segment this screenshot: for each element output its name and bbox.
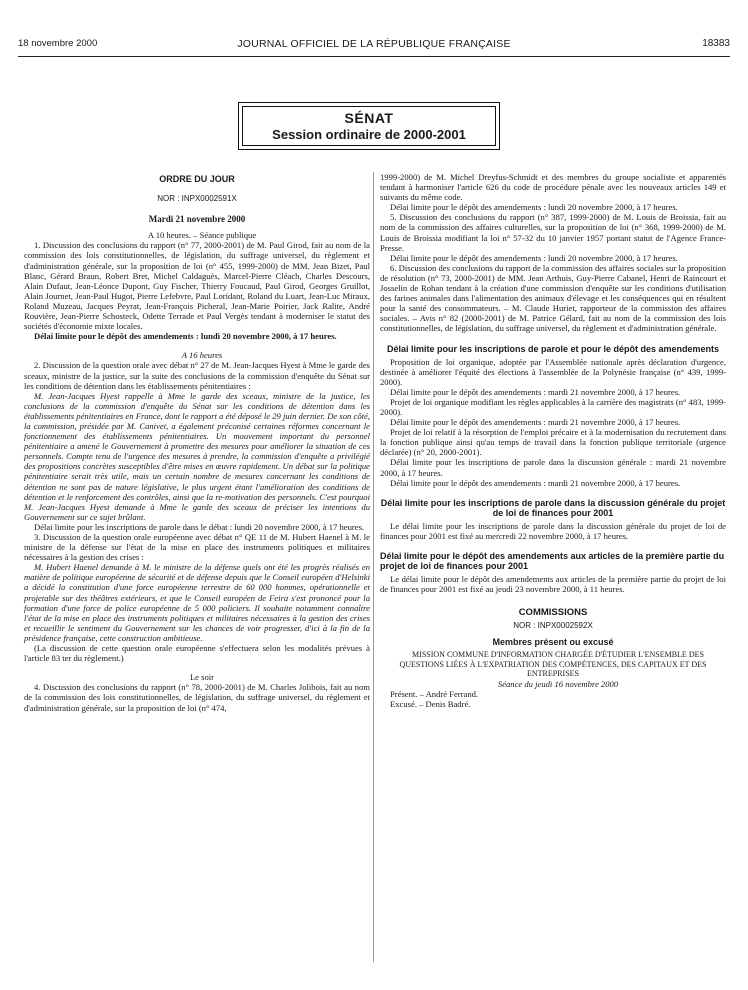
session-subtitle: Session ordinaire de 2000-2001 [272, 127, 466, 142]
item-4-deadline: Délai limite pour le dépôt des amendements : lundi 20 novembre 2000, à 17 heures. [390, 202, 678, 213]
column-divider [373, 172, 374, 962]
bill-2-deadline: Délai limite pour le dépôt des amendements : mardi 21 novembre 2000, à 17 heures. [390, 417, 681, 428]
item-2: 2. Discussion de la question orale avec débat n° 27 de M. Jean-Jacques Hyest à Mme le garde des sceaux, ministre de la justice, sur la suite des conclusions de la commission d'enquête du Sénat sur les conditions de détention dans les établissements pénitentiaires : [24, 360, 370, 391]
item-5-deadline: Délai limite pour le dépôt des amendements : lundi 20 novembre 2000, à 17 heures. [390, 252, 678, 263]
item-1-deadline: Délai limite pour le dépôt des amendements : lundi 20 novembre 2000, à 17 heures. [34, 331, 337, 342]
bill-3-deadline-speakers: Délai limite pour les inscriptions de parole dans la discussion générale : mardi 21 novembre 2000, à 17 heures. [380, 457, 726, 478]
finance-speakers-text: Le délai limite pour les inscriptions de parole dans la discussion générale du projet de loi de finances pour 2001 est fixé au mercredi 22 novembre 2000, à 17 heures. [380, 520, 726, 541]
nor-reference: NOR : INPX0002591X [157, 194, 237, 204]
bill-1: Proposition de loi organique, adoptée par l'Assemblée nationale après déclaration d'urgence, destinée à améliorer l'équité des élections à l'assemblée de la Polynésie française (n° 439, 1999-2000). [380, 356, 726, 387]
item-3-question: M. Hubert Haenel demande à M. le ministre de la défense quels ont été les progrès réalisés en matière de politique européenne de sécurité et de défense depuis que le Conseil européen d'Helsinki a décidé la constitution d'une force européenne terrestre de 60 000 hommes, opérationnelle et projetable sur des théâtres extérieurs, et que le Conseil européen de Feira s'est prononcé pour la formation d'une force de police européenne de 5 000 policiers. Il souhaite notamment connaître l'état de la mise en place des instruments politiques et militaires nécessaires à la gestion des crises et recueillir le sentiment du Gouvernement sur les chances de voir progresser, d'ici à la fin de la présidence française, cette construction ambitieuse. [24, 562, 370, 643]
section-heading-finance-amendments: Délai limite pour le dépôt des amendements aux articles de la première partie du projet de loi de finances pour 2001 [380, 550, 725, 571]
item-3: 3. Discussion de la question orale européenne avec débat n° QE 11 de M. Hubert Haenel à M. le ministre de la défense sur l'état de la mise en place des instruments politiques et militaires nécessaires à la gestion des crises : [24, 532, 370, 563]
item-6: 6. Discussion des conclusions du rapport de la commission des affaires sociales sur la proposition de résolution (n° 73, 2000-2001) de MM. Jean Arthuis, Guy-Pierre Cabanel, Henri de Raincourt et Josselin de Rohan tendant à la création d'une commission d'enquête sur les conditions d'utilisation des farines animales dans l'alimentation des animaux d'élevage et les conséquences qui en résultent pour la santé des consommateurs. – M. Claude Huriet, rapporteur de la commission des affaires sociales. – Avis n° 82 (2000-2001) de M. Patrice Gélard, fait au nom de la commission des lois constitutionnelles, de législation, du suffrage universel, du règlement et d'administration générale. [380, 262, 726, 334]
item-2-question: M. Jean-Jacques Hyest rappelle à Mme le garde des sceaux, ministre de la justice, les conclusions de la commission d'enquête du Sénat sur les conditions de détention dans les établissements pénitentiaires en France, dont le rapport a été déposé le 29 juin dernier. De son côté, la commission, présidée par M. Canivet, a également préconisé certaines réformes concernant le fonctionnement des établissements pénitentiaires. Un mouvement important du personnel pénitentiaire a amené le Gouvernement à promettre des mesures pour améliorer la situation de ces personnels. Compte tenu de l'urgence des mesures à prendre, la commission d'enquête a privilégié des propositions concrètes susceptibles d'être mises en œuvre rapidement. Un débat sur la politique pénitentiaire serait très utile, mais un certain nombre de mesures concernant les conditions de détention ne sont pas de nature législative, le plus urgent étant l'amélioration des conditions de détention et le renforcement des contrôles, ainsi que la re-motivation des personnels. C'est pourquoi M. Jean-Jacques Hyest demande à Mme le garde des sceaux de préciser les intentions du Gouvernement sur ce sujet brûlant. [24, 390, 370, 522]
session-time-evening: Le soir [189, 672, 215, 683]
nor-reference-2: NOR : INPX0002592X [513, 621, 593, 631]
bill-3: Projet de loi relatif à la résorption de l'emploi précaire et à la modernisation du recrutement dans la fonction publique ainsi qu'au temps de travail dans la fonction publique territoriale (urgence déclarée) (n° 20, 2000-2001). [380, 427, 726, 458]
commissions-heading: COMMISSIONS [518, 607, 588, 619]
mission-title: MISSION COMMUNE D'INFORMATION CHARGÉE D'ÉTUDIER L'ENSEMBLE DES QUESTIONS LIÉES À L'EXPATRIATION DES COMPÉTENCES, DES CAPITAUX ET DES ENTREPRISES [399, 650, 707, 679]
header-date: 18 novembre 2000 [18, 38, 98, 49]
page-header [18, 38, 730, 52]
section-heading-finance-speakers: Délai limite pour les inscriptions de parole dans la discussion générale du projet de loi de finances pour 2001 [380, 497, 726, 518]
item-5: 5. Discussion des conclusions du rapport (n° 387, 1999-2000) de M. Louis de Broissia, fait au nom de la commission des affaires culturelles, sur la proposition de loi (n° 368, 1999-2000) de M. Louis de Broissia modifiant la loi n° 57-32 du 10 janvier 1957 portant statut de l'Agence France-Presse. [380, 212, 726, 253]
section-heading-deadlines: Délai limite pour les inscriptions de parole et pour le dépôt des amendements [386, 343, 720, 354]
bill-3-deadline-amendments: Délai limite pour le dépôt des amendements : mardi 21 novembre 2000, à 17 heures. [390, 477, 681, 488]
members-heading: Membres présent ou excusé [492, 637, 614, 648]
page-number: 18383 [702, 38, 730, 49]
senat-title: SÉNAT [344, 110, 394, 126]
seance-date: Séance du jeudi 16 novembre 2000 [497, 678, 619, 689]
ordre-du-jour-heading: ORDRE DU JOUR [159, 174, 235, 184]
left-column [24, 172, 370, 713]
item-2-deadline: Délai limite pour les inscriptions de parole dans le débat : lundi 20 novembre 2000, à 17 heures. [34, 521, 365, 532]
item-3-note: (La discussion de cette question orale européenne s'effectuera selon les modalités prévues à l'article 83 ter du règlement.) [24, 643, 370, 664]
item-4: 4. Discussion des conclusions du rapport (n° 78, 2000-2001) de M. Charles Jolibois, fait au nom de la commission des lois constitutionnelles, de législation, du suffrage universel, du règlement et d'administration générale, sur la proposition de loi (n° 474, [24, 682, 370, 713]
excused-member: Excusé. – Denis Badré. [390, 698, 471, 709]
right-column [380, 172, 726, 709]
item-4-continued: 1999-2000) de M. Michel Dreyfus-Schmidt et des membres du groupe socialiste et apparentés tendant à harmoniser l'article 626 du code de procédure pénale avec les nouveaux articles 149 et suivants du même code. [380, 172, 726, 203]
sitting-date: Mardi 21 novembre 2000 [148, 214, 246, 225]
bill-2: Projet de loi organique modifiant les règles applicables à la carrière des magistrats (n° 483, 1999-2000). [380, 396, 726, 417]
item-1: 1. Discussion des conclusions du rapport (n° 77, 2000-2001) de M. Paul Girod, fait au nom de la commission des lois constitutionnelles, de législation, du suffrage universel, du règlement et d'administration générale, sur la proposition de loi (n° 455, 1999-2000) de MM. Jean Bizet, Paul Blanc, Gérard Braun, Robert Bret, Michel Caldaguès, Marcel-Pierre Cléach, Charles Descours, Alain Dufaut, Jean-Léonce Dupont, Guy Fischer, Thierry Foucaud, Paul Girod, Georges Gruillot, Alain Journet, Jean-Paul Hugot, Pierre Lefebvre, Paul Loridant, Roland du Luart, Jean-Luc Miraux, Roland Muzeau, Jacques Peyrat, Jean-François Picheral, Jean-Marie Poirier, Jack Ralite, André Rouvière, Jean-Pierre Schosteck, Odette Terrade et Paul Vergès tendant à moderniser le statut des sociétés d'économie mixte locales. [24, 240, 370, 332]
session-time-afternoon: A 16 heures [181, 350, 223, 361]
bill-1-deadline: Délai limite pour le dépôt des amendements : mardi 21 novembre 2000, à 17 heures. [390, 386, 681, 397]
finance-amendments-text: Le délai limite pour le dépôt des amendements aux articles de la première partie du projet de loi de finances pour 2001 est fixé au jeudi 23 novembre 2000, à 11 heures. [380, 573, 726, 594]
header-rule [18, 56, 730, 57]
senat-title-box [238, 102, 500, 150]
session-time-morning: A 10 heures. – Séance publique [147, 230, 257, 241]
journal-title: JOURNAL OFFICIEL DE LA RÉPUBLIQUE FRANÇAISE [237, 38, 511, 50]
present-member: Présent. – André Ferrand. [390, 688, 479, 699]
